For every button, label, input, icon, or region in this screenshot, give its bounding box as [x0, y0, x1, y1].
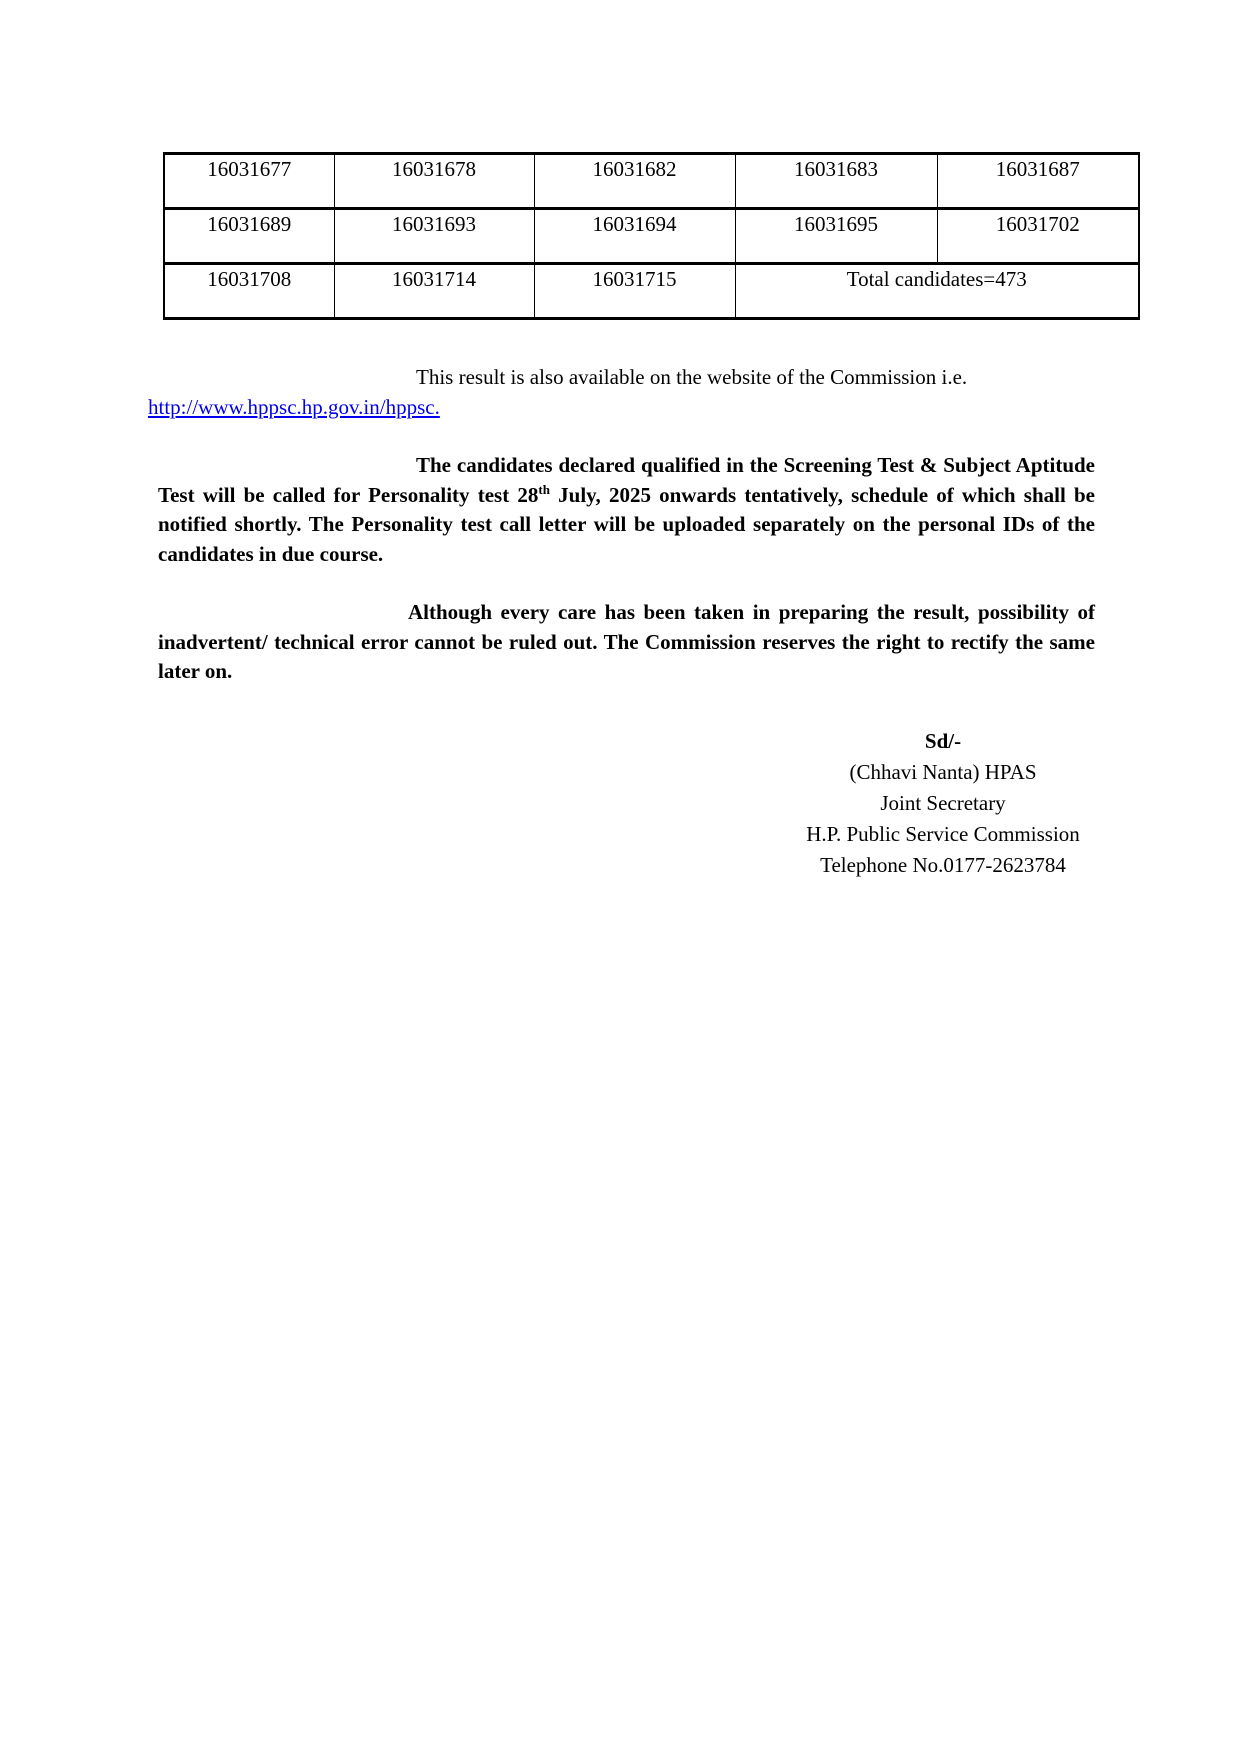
roll-number-cell: 16031682	[534, 154, 735, 209]
availability-paragraph	[148, 362, 1095, 422]
roll-number-cell: 16031677	[164, 154, 334, 209]
roll-number-cell: 16031695	[735, 209, 937, 264]
personality-test-text-start: The candidates declared qualified in the Screening Test & Subject Aptitude Test will be called for Personality test 28	[158, 453, 1095, 507]
disclaimer-paragraph: Although every care has been taken in preparing the result, possibility of inadvertent/ technical error cannot be ruled out. The Commission reserves the right to rectify the same later on.	[158, 600, 1095, 683]
table-row	[164, 209, 1139, 264]
signatory-designation: Joint Secretary	[880, 790, 1006, 815]
roll-number-cell: 16031683	[735, 154, 937, 209]
signature-sd: Sd/-	[924, 728, 962, 753]
signature-block	[783, 726, 1103, 881]
signatory-organization: H.P. Public Service Commission	[806, 821, 1080, 846]
signatory-telephone: Telephone No.0177-2623784	[820, 852, 1066, 877]
roll-number-cell: 16031687	[937, 154, 1139, 209]
total-candidates-cell: Total candidates=473	[735, 264, 1139, 319]
personality-test-text-end: July, 2025 onwards tentatively, schedule of which shall be notified shortly. The Personality test call letter will be uploaded separately on the personal IDs of the candidates in due course.	[158, 482, 1095, 566]
superscript-th: th	[538, 481, 550, 497]
roll-number-cell: 16031689	[164, 209, 334, 264]
signatory-name: (Chhavi Nanta) HPAS	[849, 759, 1037, 784]
roll-number-cell: 16031678	[334, 154, 534, 209]
availability-text: This result is also available on the website of the Commission i.e.	[416, 365, 968, 389]
roll-number-table	[163, 152, 1140, 320]
roll-number-cell: 16031708	[164, 264, 334, 319]
roll-number-cell: 16031693	[334, 209, 534, 264]
table-row	[164, 264, 1139, 319]
table-row	[164, 154, 1139, 209]
roll-number-cell: 16031714	[334, 264, 534, 319]
personality-test-paragraph	[158, 451, 1095, 569]
roll-number-cell: 16031694	[534, 209, 735, 264]
roll-number-cell: 16031715	[534, 264, 735, 319]
roll-number-cell: 16031702	[937, 209, 1139, 264]
commission-website-link[interactable]: http://www.hppsc.hp.gov.in/hppsc.	[148, 395, 440, 419]
